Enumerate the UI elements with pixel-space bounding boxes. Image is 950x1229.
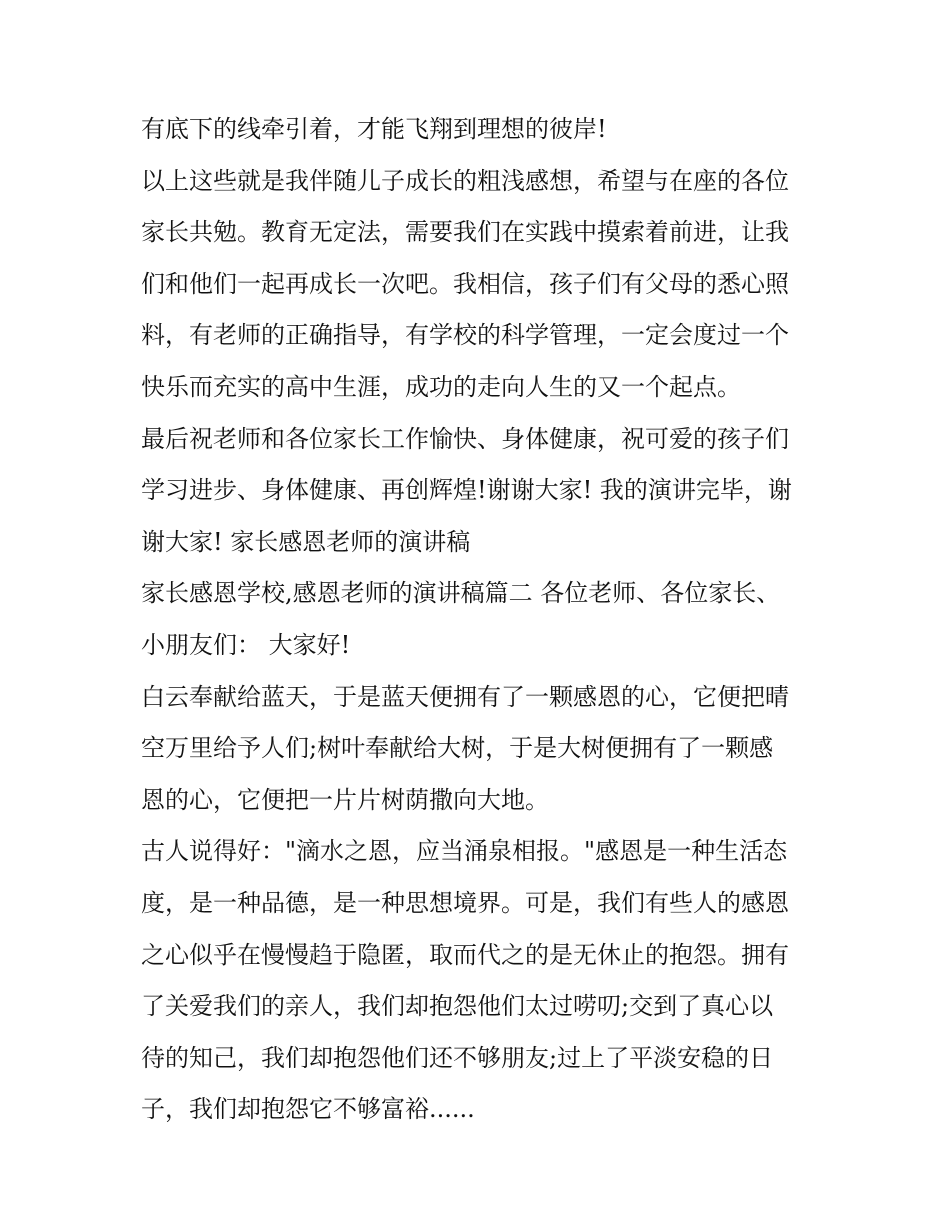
document-body bbox=[141, 104, 821, 1136]
text-line: 古人说得好："滴水之恩，应当涌泉相报。"感恩是一种生活态 bbox=[141, 837, 788, 866]
text-line: 恩的心，它便把一片片树荫撒向大地。 bbox=[141, 785, 549, 814]
text-line: 小朋友们： 大家好! bbox=[141, 630, 351, 659]
text-line: 家长感恩学校,感恩老师的演讲稿篇二 各位老师、各位家长、 bbox=[141, 579, 781, 608]
text-line: 谢大家! 家长感恩老师的演讲稿 bbox=[141, 527, 471, 556]
text-line: 以上这些就是我伴随儿子成长的粗浅感想，希望与在座的各位 bbox=[141, 166, 789, 195]
text-line: 家长共勉。教育无定法，需要我们在实践中摸索着前进，让我 bbox=[141, 218, 789, 247]
text-line: 有底下的线牵引着，才能飞翔到理想的彼岸! bbox=[141, 115, 607, 143]
text-line: 快乐而充实的高中生涯，成功的走向人生的又一个起点。 bbox=[141, 372, 741, 401]
text-line: 之心似乎在慢慢趋于隐匿，取而代之的是无休止的抱怨。拥有 bbox=[141, 940, 789, 969]
text-line: 度，是一种品德，是一种思想境界。可是，我们有些人的感恩 bbox=[141, 888, 789, 917]
text-line: 学习进步、身体健康、再创辉煌!谢谢大家! 我的演讲完毕，谢 bbox=[141, 476, 792, 505]
text-line: 料，有老师的正确指导，有学校的科学管理，一定会度过一个 bbox=[141, 321, 789, 350]
text-line: 白云奉献给蓝天，于是蓝天便拥有了一颗感恩的心，它便把晴 bbox=[141, 682, 789, 711]
text-line: 们和他们一起再成长一次吧。我相信，孩子们有父母的悉心照 bbox=[141, 269, 789, 298]
text-line: 最后祝老师和各位家长工作愉快、身体健康，祝可爱的孩子们 bbox=[141, 424, 789, 453]
text-line: 空万里给予人们;树叶奉献给大树，于是大树便拥有了一颗感 bbox=[141, 734, 774, 763]
text-line: 待的知己，我们却抱怨他们还不够朋友;过上了平淡安稳的日 bbox=[141, 1043, 774, 1072]
text-line: 了关爱我们的亲人，我们却抱怨他们太过唠叨;交到了真心以 bbox=[141, 992, 774, 1021]
text-line: 子，我们却抱怨它不够富裕...... bbox=[141, 1095, 475, 1124]
